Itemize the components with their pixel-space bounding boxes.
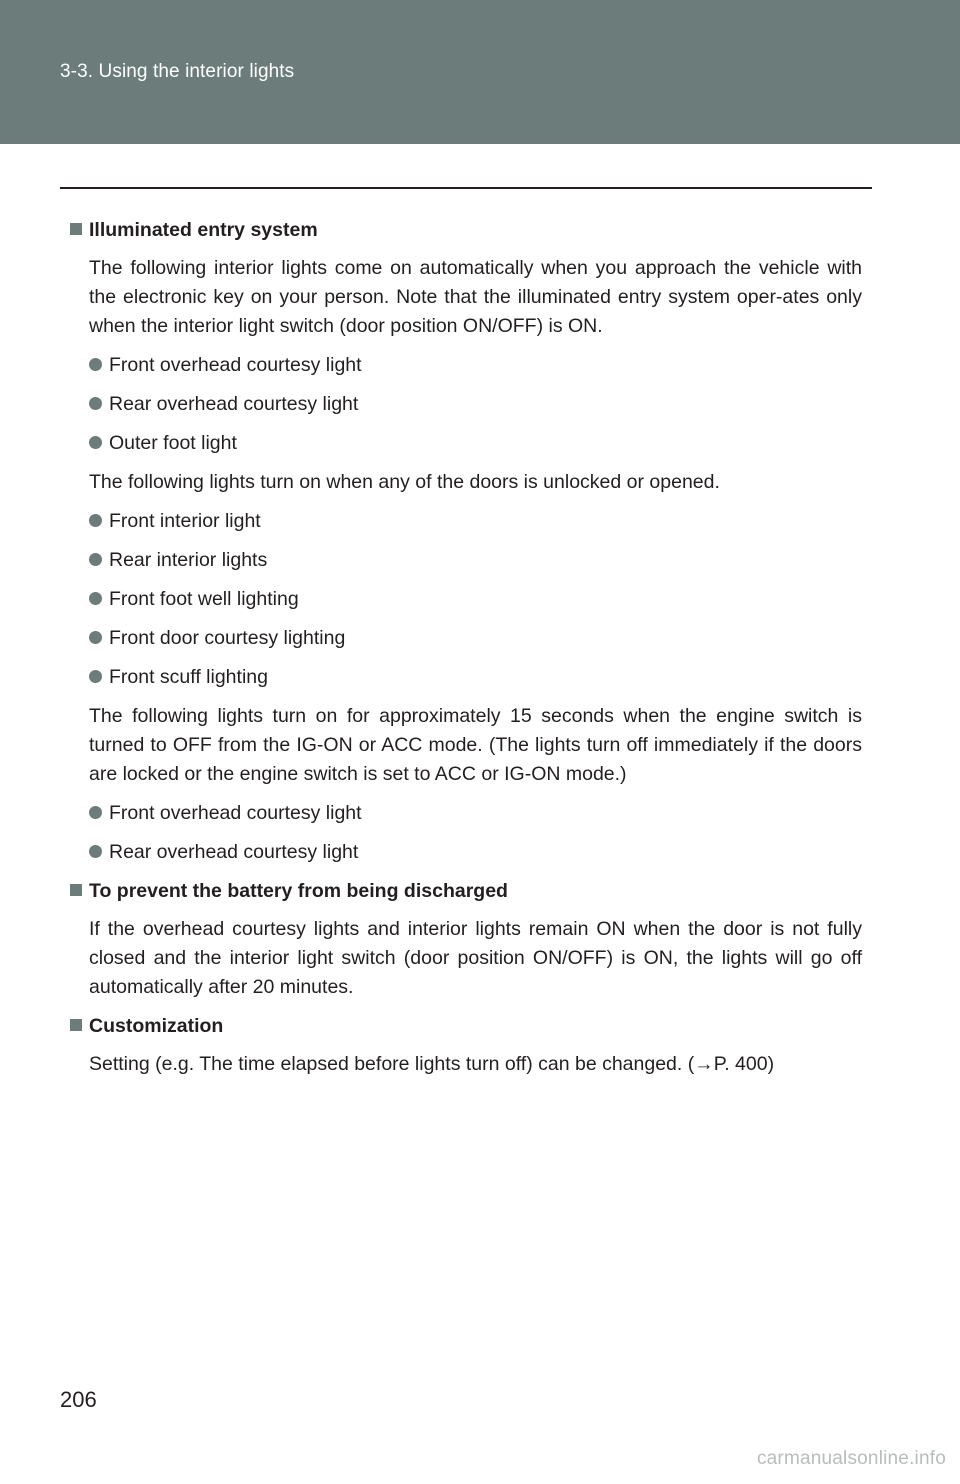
page-number: 206 [60,1387,97,1412]
list-item-text: Outer foot light [109,432,237,454]
divider-rule [60,187,872,189]
list-item [89,390,862,419]
paragraph: The following lights turn on when any of the doors is unlocked or opened. [89,471,720,493]
list-item [89,585,862,614]
list-item [89,624,862,653]
round-bullet-icon [89,631,102,644]
list-item-text: Rear interior lights [109,549,268,571]
page-content [70,216,862,1089]
section-heading-text: Customization [89,1015,224,1037]
round-bullet-icon [89,514,102,527]
square-bullet-icon [70,1019,82,1031]
list-item-text: Front door courtesy lighting [109,627,346,649]
round-bullet-icon [89,358,102,371]
list-item [89,663,862,692]
section-heading-text: To prevent the battery from being discharged [89,880,508,902]
list-item-text: Front interior light [109,510,261,532]
list-item [89,351,862,380]
list-item [89,429,862,458]
round-bullet-icon [89,845,102,858]
list-item-text: Rear overhead courtesy light [109,841,359,863]
round-bullet-icon [89,397,102,410]
round-bullet-icon [89,806,102,819]
list-item-text: Front scuff lighting [109,666,268,688]
paragraph: Setting (e.g. The time elapsed before lights turn off) can be changed. (→P. 400) [89,1053,775,1075]
paragraph: The following interior lights come on automatically when you approach the vehicle with the electronic key on your person. Note that the illuminated entry system oper-ates only when the interior light switch (door position ON/OFF) is ON. [89,257,862,337]
paragraph: If the overhead courtesy lights and interior lights remain ON when the door is not fully closed and the interior light switch (door position ON/OFF) is ON, the lights will go off automatically after 20 minutes. [89,918,862,998]
round-bullet-icon [89,592,102,605]
square-bullet-icon [70,884,82,896]
list-item-text: Front overhead courtesy light [109,802,362,824]
paragraph: The following lights turn on for approximately 15 seconds when the engine switch is turned to OFF from the IG-ON or ACC mode. (The lights turn off immediately if the doors are locked or the engine switch is set to ACC or IG-ON mode.) [89,705,862,785]
section-heading-text: Illuminated entry system [89,219,318,241]
list-item [89,546,862,575]
list-item-text: Front overhead courtesy light [109,354,362,376]
list-item [89,838,862,867]
list-item [89,507,862,536]
list-item-text: Front foot well lighting [109,588,299,610]
square-bullet-icon [70,223,82,235]
round-bullet-icon [89,553,102,566]
list-item [89,799,862,828]
round-bullet-icon [89,670,102,683]
list-item-text: Rear overhead courtesy light [109,393,359,415]
round-bullet-icon [89,436,102,449]
section-heading [70,877,862,905]
watermark: carmanualsonline.info [756,1448,946,1469]
section-heading [70,1012,862,1040]
section-heading [70,216,862,244]
section-title: 3-3. Using the interior lights [60,61,295,82]
header-band [0,0,960,144]
